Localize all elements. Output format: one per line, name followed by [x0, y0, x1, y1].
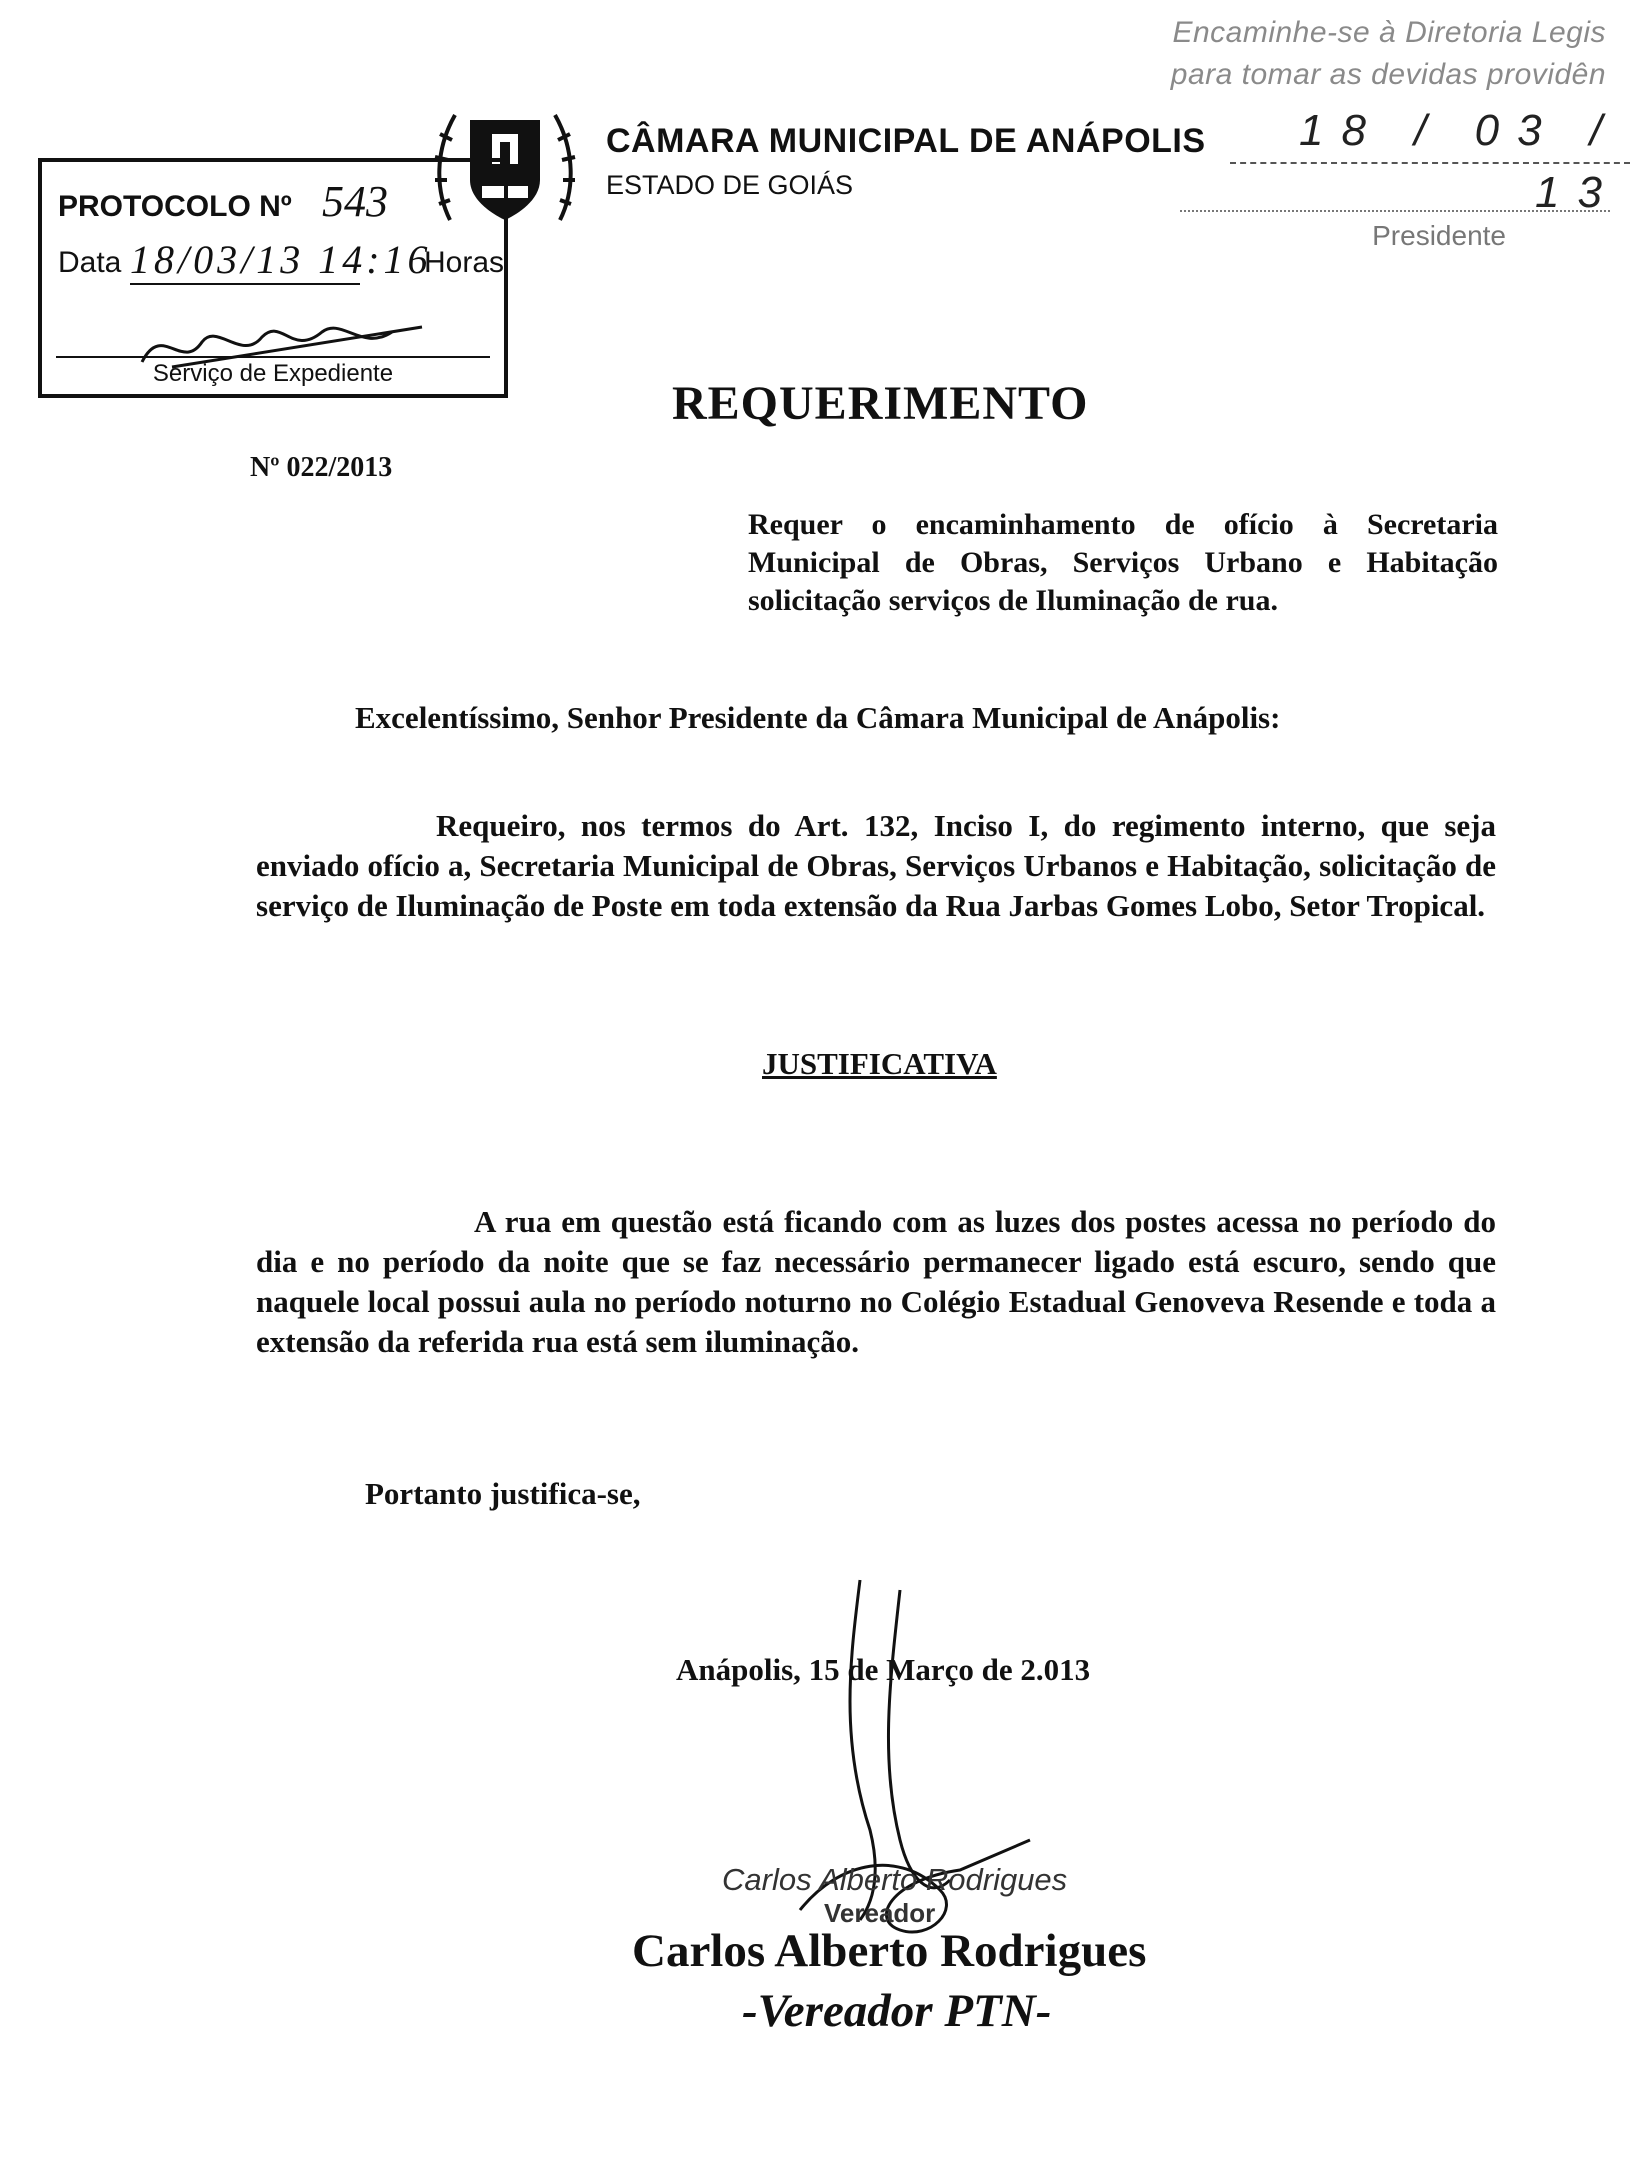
- dispatch-text-line2: para tomar as devidas providên: [1170, 58, 1606, 91]
- signature-stamp-name: Carlos Alberto Rodrigues: [722, 1862, 1068, 1897]
- document-summary: Requer o encaminhamento de ofício à Secretaria Municipal de Obras, Serviços Urbano e Habitação solicitação serviços de Iluminação de rua.: [748, 508, 1498, 617]
- signatory-role: -Vereador PTN-: [742, 1985, 1052, 2037]
- closing-line: Portanto justifica-se,: [365, 1476, 641, 1511]
- request-paragraph: Requeiro, nos termos do Art. 132, Inciso I, do regimento interno, que seja enviado ofício a, Secretaria Municipal de Obras, Serviços Urbanos e Habitação, solicitação de serviço de Iluminação de Poste em toda extensão da Rua Jarbas Gomes Lobo, Setor Tropical.: [256, 808, 1496, 923]
- justification-paragraph: A rua em questão está ficando com as luzes dos postes acessa no período do dia e no período da noite que se faz necessário permanecer ligado está escuro, sendo que naquele local possui aula no período noturno no Colégio Estadual Genoveva Resende e toda a extensão da referida rua está sem iluminação.: [256, 1204, 1496, 1359]
- protocol-number: 543: [322, 177, 388, 226]
- protocol-stamp: [38, 158, 508, 398]
- protocol-hours-label: Horas: [424, 246, 505, 279]
- protocol-service-label: Serviço de Expediente: [56, 356, 490, 388]
- dispatch-stamp: [1150, 10, 1620, 260]
- header-title: CÂMARA MUNICIPAL DE ANÁPOLIS: [606, 122, 1206, 160]
- document-title: REQUERIMENTO: [672, 377, 1089, 430]
- dispatch-text-line1: Encaminhe-se à Diretoria Legis: [1172, 16, 1606, 49]
- place-date: Anápolis, 15 de Março de 2.013: [676, 1652, 1091, 1687]
- protocol-label: PROTOCOLO Nº: [58, 190, 292, 223]
- salutation: Excelentíssimo, Senhor Presidente da Câmara Municipal de Anápolis:: [355, 700, 1281, 735]
- signature-stamp-role: Vereador: [824, 1898, 936, 1928]
- signatory-name: Carlos Alberto Rodrigues: [632, 1925, 1147, 1977]
- dispatch-role: Presidente: [1372, 220, 1506, 251]
- justification-heading: JUSTIFICATIVA: [762, 1046, 997, 1081]
- header-subtitle: ESTADO DE GOIÁS: [606, 170, 854, 200]
- dispatch-signature-line: [1180, 210, 1610, 212]
- document-number: Nº 022/2013: [250, 452, 393, 483]
- protocol-date-value: 18/03/13 14:16: [130, 236, 360, 285]
- protocol-date-label: Data: [58, 246, 122, 279]
- dispatch-date: 18 / 03 / 13: [1230, 100, 1630, 164]
